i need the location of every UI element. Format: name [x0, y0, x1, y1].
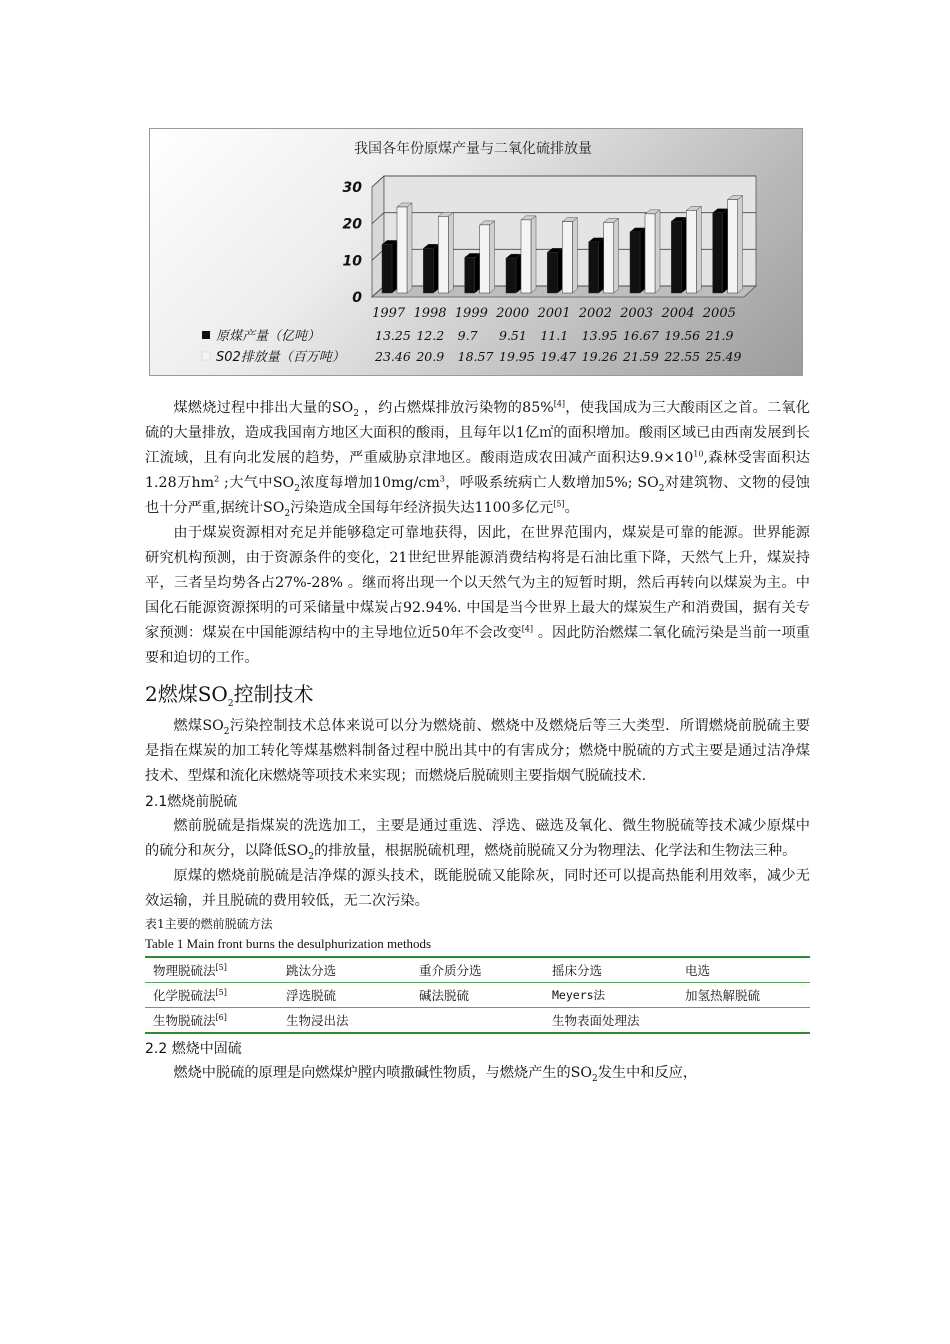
y-tick-label: 0 [352, 290, 362, 306]
row-name: 物理脱硫法 [153, 963, 216, 978]
so2-bar [604, 222, 614, 293]
so2-bar [521, 220, 531, 293]
data-label-so2: 19.95 [499, 349, 535, 364]
coal-bar [547, 252, 557, 293]
h2-text-0: 2燃煤SO [145, 682, 228, 706]
p2-text-1: 。因此防治燃煤二氧化硫污染是当前一项重要和迫切的工作。 [145, 625, 810, 666]
so2-bar [686, 210, 696, 293]
table-cell [145, 957, 278, 983]
chart-title: 我国各年份原煤产量与二氧化硫排放量 [354, 141, 592, 157]
so2-bar-side [448, 212, 453, 293]
table-cell: 生物浸出法 [286, 1013, 349, 1028]
so2-bar-side [696, 206, 701, 293]
table-cell [411, 1008, 544, 1034]
table-cell: 加氢热解脱硫 [677, 983, 810, 1008]
row-ref: [6] [215, 1012, 227, 1022]
p2-text-0: 由于煤炭资源相对充足并能够稳定可靠地获得，因此，在世界范围内，煤炭是可靠的能源。世界能源研究机构预测，由于资源条件的变化，21世纪世界能源消费结构将是石油比重下降，天然气上升，煤炭持平，三者呈均势各占27%-28% 。继而将出现一个以天然气为主的短暂时期，然后再转向以煤炭为主。中国化石能源资源探明的可采储量中煤炭占92.94%. 中国是当今世界上最大的煤炭生产和消费国，据有关专家预测：煤炭在中国能源结构中的主导地位近50年不会改变 [145, 525, 810, 641]
paragraph-3 [145, 714, 810, 789]
coal-bar-side [681, 217, 686, 293]
coal-bar [506, 258, 516, 293]
coal-bar [671, 221, 681, 293]
chart-svg [150, 129, 802, 375]
x-tick-label: 1999 [454, 306, 488, 321]
paragraph-6 [145, 1061, 810, 1086]
x-tick-label: 2002 [578, 306, 612, 321]
so2-bar [397, 207, 407, 293]
data-label-so2: 20.9 [416, 349, 445, 364]
x-tick-label: 2004 [661, 306, 695, 321]
table-cell [145, 1008, 278, 1034]
coal-bar-side [557, 248, 562, 293]
p2-ref-0: [4] [521, 624, 534, 634]
p1-sup-2: 3 [439, 474, 445, 484]
p4-text-1: 的排放量，根据脱硫机理，燃烧前脱硫又分为物理法、化学法和生物法三种。 [313, 843, 797, 859]
coal-bar-side [392, 240, 397, 293]
p1-text-8: 污染造成全国每年经济损失达1100多亿元 [290, 500, 554, 516]
p1-sup-0: 10 [693, 449, 704, 459]
data-label-so2: 19.47 [540, 349, 577, 364]
table-cell: 摇床分选 [544, 957, 677, 983]
paragraph-4 [145, 814, 810, 864]
p6-sub-0: 2 [592, 1073, 598, 1084]
coal-bar-side [516, 254, 521, 293]
row-ref: [5] [215, 987, 227, 997]
h2-sub-0: 2 [227, 699, 234, 709]
coal-bar [423, 248, 433, 293]
data-label-so2: 19.26 [581, 349, 618, 364]
so2-bar-side [572, 218, 577, 293]
p1-ref-1: [5] [553, 499, 565, 509]
data-label-coal: 9.51 [499, 328, 527, 343]
so2-bar [645, 214, 655, 293]
row-ref: [5] [215, 962, 227, 972]
y-tick-label: 30 [342, 180, 362, 196]
row-name: 生物脱硫法 [153, 1013, 216, 1028]
section-heading-2 [145, 680, 810, 708]
y-tick-label: 20 [342, 216, 362, 233]
p1-ref-0: [4] [553, 399, 566, 409]
coal-bar [589, 242, 599, 293]
legend-swatch-coal [202, 331, 210, 339]
data-label-coal: 11.1 [540, 328, 569, 343]
p1-sub-3: 2 [284, 508, 291, 519]
table-row [145, 983, 810, 1008]
data-label-coal: 13.95 [581, 328, 618, 343]
p1-sub-1: 2 [294, 483, 300, 494]
table-cell: 生物表面处理法 [552, 1013, 640, 1028]
data-label-coal: 12.2 [416, 328, 445, 343]
p1-sub-2: 2 [658, 483, 665, 494]
legend-label-so2: S02排放量（百万吨） [216, 350, 345, 365]
so2-bar [438, 216, 448, 293]
desulfurization-methods-table [145, 956, 810, 1034]
p4-text-0: 燃前脱硫是指煤炭的洗选加工，主要是通过重选、浮选、磁选及氧化、微生物脱硫等技术减少原煤中的硫分和灰分，以降低SO [145, 818, 810, 859]
x-tick-label: 2003 [620, 306, 654, 321]
table-cell: 电选 [677, 957, 810, 983]
p1-text-7: 对建筑物、文物的侵蚀也十分严重,据统计SO [145, 475, 810, 516]
p1-text-6: ，呼吸系统病亡人数增加5%; SO [444, 475, 659, 491]
table-cell [145, 983, 278, 1008]
p6-text-1: 发生中和反应， [597, 1065, 698, 1081]
p3-text-1: 污染控制技术总体来说可以分为燃烧前、燃烧中及燃烧后等三大类型．所谓燃烧前脱硫主要是指在煤炭的加工转化等煤基燃料制备过程中脱出其中的有害成分；燃烧中脱硫的方式主要是通过洁净煤技术、型煤和流化床燃烧等项技术来实现；而燃烧后脱硫则主要指烟气脱硫技术. [145, 718, 810, 784]
y-tick-label: 10 [342, 253, 362, 270]
coal-bar-side [723, 209, 728, 293]
table-caption-en: Table 1 Main front burns the desulphurization methods [145, 936, 432, 951]
p1-text-2: ，使我国成为三大酸雨区之首。二氧化硫的大量排放，造成我国南方地区大面积的酸雨，且每年以1亿㎡的面积增加。酸雨区域已由西南发展到长江流域，且有向北发展的趋势，严重威胁京津地区。酸雨造成农田减产面积达9.9×10 [145, 400, 810, 466]
table-cell: 跳汰分选 [278, 957, 411, 983]
data-label-coal: 13.25 [375, 328, 411, 343]
table-caption-cn: 表1主要的燃前脱硫方法 [145, 917, 273, 931]
table-cell: 重介质分选 [411, 957, 544, 983]
p1-text-4: ;大气中SO [219, 475, 295, 491]
data-label-coal: 9.7 [457, 328, 478, 343]
p1-text-9: 。 [564, 500, 579, 516]
paragraph-5: 原煤的燃烧前脱硫是洁净煤的源头技术，既能脱硫又能除灰，同时还可以提高热能利用效率，减少无效运输，并且脱硫的费用较低，无二次污染。 [145, 868, 810, 909]
data-label-so2: 21.59 [623, 349, 659, 364]
coal-bar [630, 232, 640, 293]
paragraph-2 [145, 521, 810, 671]
data-label-coal: 21.9 [705, 328, 734, 343]
coal-bar [465, 257, 475, 293]
paragraph-1 [145, 396, 810, 521]
x-tick-label: 1997 [372, 306, 406, 321]
so2-bar-side [407, 203, 412, 293]
x-tick-label: 1998 [413, 306, 447, 321]
so2-bar-side [655, 210, 660, 293]
p1-text-3: ,森林受害面积达1.28万hm [145, 450, 810, 491]
so2-bar-side [614, 218, 619, 293]
coal-so2-chart [149, 128, 803, 376]
so2-bar-side [531, 216, 536, 293]
p1-text-0: 煤燃烧过程中排出大量的SO [173, 400, 354, 416]
x-tick-label: 2005 [702, 306, 736, 321]
p1-text-1: ，约占燃煤排放污染物的85% [358, 400, 554, 416]
subsection-heading-2-1: 2.1燃烧前脱硫 [145, 794, 238, 810]
coal-bar [713, 213, 723, 293]
coal-bar-side [433, 244, 438, 293]
data-label-so2: 23.46 [375, 349, 411, 364]
p3-text-0: 燃煤SO [173, 718, 224, 734]
h2-text-1: 控制技术 [233, 682, 314, 706]
table-row [145, 957, 810, 983]
so2-bar [562, 222, 572, 293]
coal-bar [382, 244, 392, 293]
data-label-coal: 19.56 [664, 328, 701, 343]
x-tick-label: 2000 [496, 306, 530, 321]
so2-bar-side [490, 221, 495, 293]
legend-swatch-so2 [202, 352, 210, 360]
p4-sub-0: 2 [308, 851, 314, 862]
data-label-coal: 16.67 [623, 328, 659, 343]
p1-sup-1: 2 [214, 474, 220, 484]
coal-bar-side [475, 253, 480, 293]
so2-bar [480, 225, 490, 293]
table-cell: 碱法脱硫 [411, 983, 544, 1008]
data-label-so2: 25.49 [705, 349, 742, 364]
p1-text-5: 浓度每增加10mg/cm [299, 475, 440, 491]
data-label-so2: 18.57 [457, 349, 494, 364]
table-cell: Meyers法 [544, 983, 677, 1008]
so2-bar-side [738, 196, 743, 293]
data-label-so2: 22.55 [664, 349, 701, 364]
article-body [145, 396, 810, 1086]
x-tick-label: 2001 [537, 306, 571, 321]
p1-sub-0: 2 [353, 408, 359, 419]
coal-bar-side [599, 238, 604, 293]
table-row [145, 1008, 810, 1034]
so2-bar [728, 200, 738, 293]
p6-text-0: 燃烧中脱硫的原理是向燃煤炉膛内喷撒碱性物质，与燃烧产生的SO [173, 1065, 592, 1081]
table-cell [677, 1008, 810, 1034]
legend-label-coal: 原煤产量（亿吨） [216, 329, 321, 344]
row-name: 化学脱硫法 [153, 988, 216, 1003]
coal-bar-side [640, 228, 645, 293]
table-cell: 浮选脱硫 [278, 983, 411, 1008]
subsection-heading-2-2: 2.2 燃烧中固硫 [145, 1041, 242, 1057]
p3-sub-0: 2 [223, 726, 230, 737]
